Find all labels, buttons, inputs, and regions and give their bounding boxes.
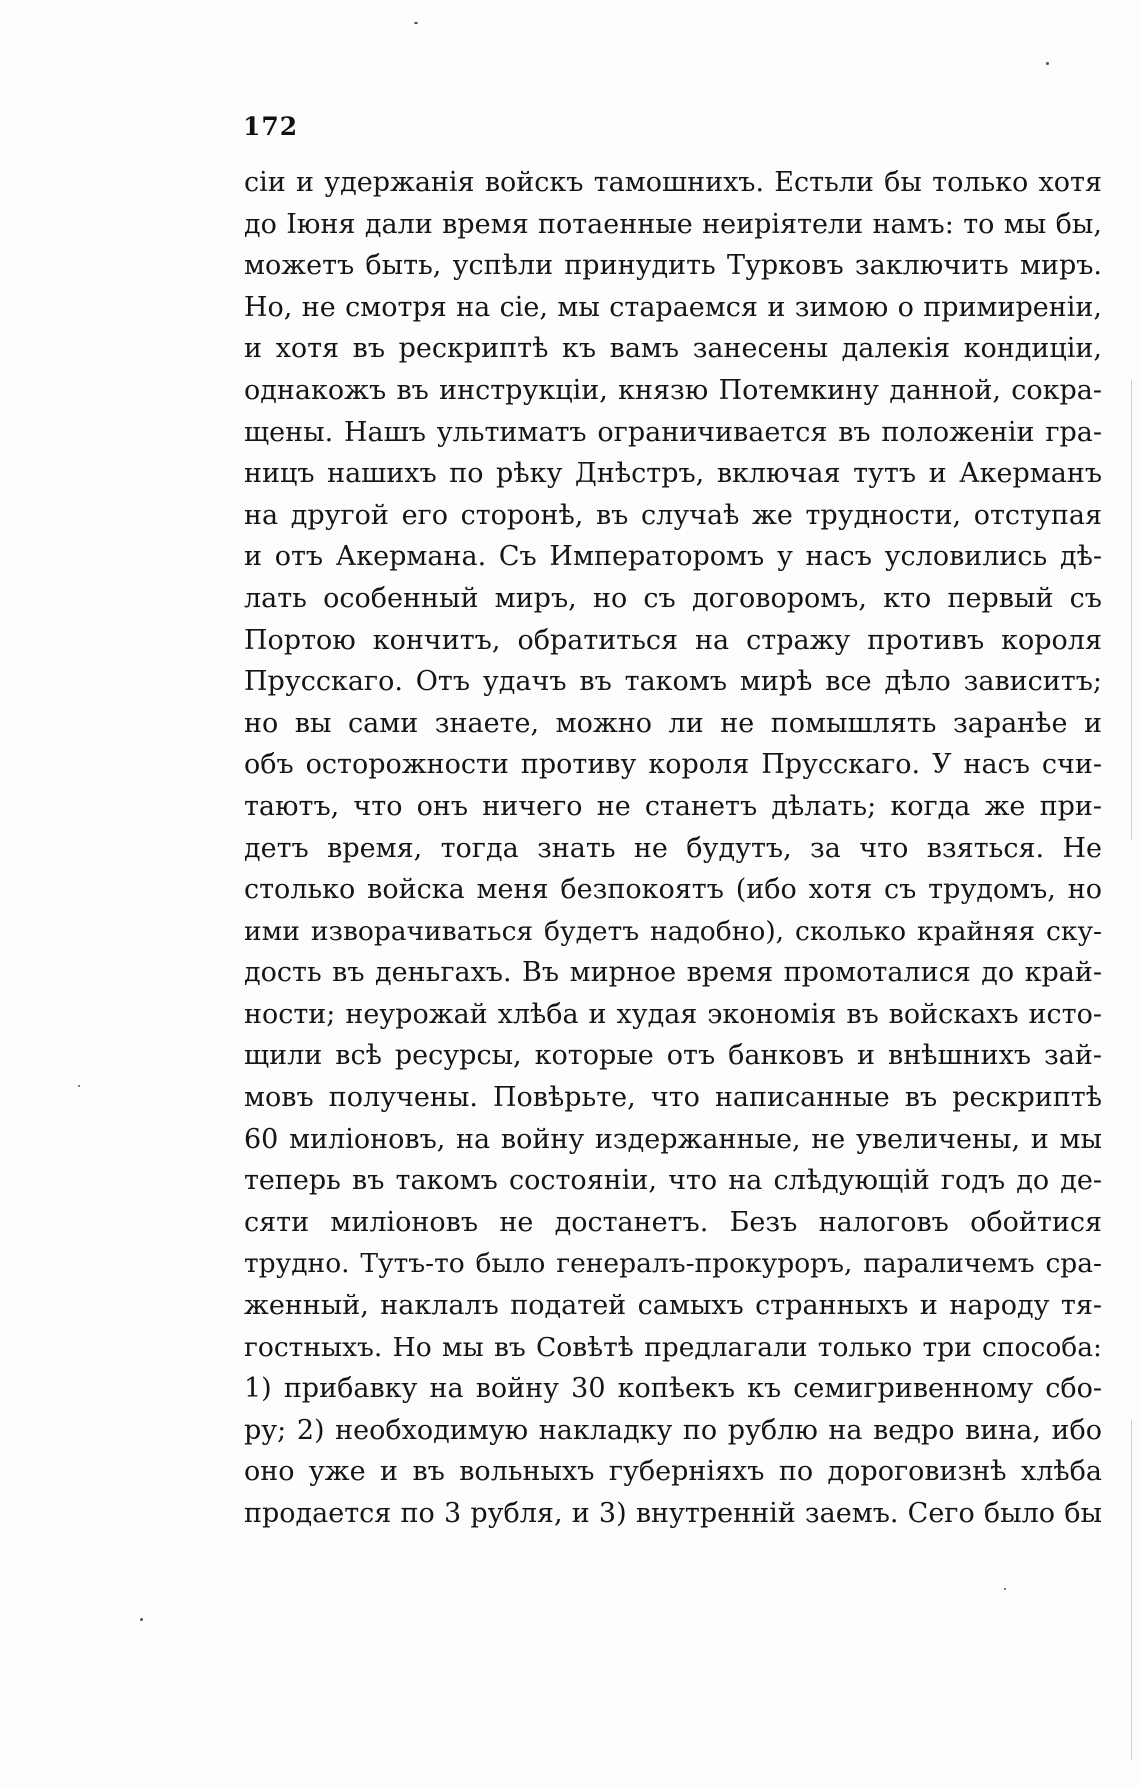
- text-line: 60 миліоновъ, на войну издержанные, не увеличены, и мы: [244, 1123, 1102, 1155]
- text-line: но вы сами знаете, можно ли не помышлять заранѣе и: [244, 707, 1102, 739]
- scan-edge-line: [1131, 380, 1132, 840]
- text-line: ими изворачиваться будетъ надобно), сколько крайняя ску-: [244, 915, 1102, 947]
- text-line: сіи и удержанія войскъ тамошнихъ. Естьли бы только хотя: [244, 167, 1102, 198]
- text-line: и хотя въ рескриптѣ къ вамъ занесены далекія кондиціи,: [244, 333, 1102, 365]
- text-line: объ осторожности противу короля Прусскаго. У насъ счи-: [244, 749, 1102, 781]
- text-line: на другой его сторонѣ, въ случаѣ же трудности, отступая: [244, 499, 1102, 531]
- text-line: ности; неурожай хлѣба и худая экономія въ войскахъ исто-: [244, 998, 1102, 1030]
- text-line: трудно. Тутъ-то было генералъ-прокуроръ, параличемъ сра-: [244, 1248, 1102, 1280]
- text-line: детъ время, тогда знать не будутъ, за что взяться. Не: [244, 832, 1102, 864]
- text-line: ницъ нашихъ по рѣку Днѣстръ, включая тутъ и Акерманъ: [244, 458, 1102, 490]
- text-line: мовъ получены. Повѣрьте, что написанные въ рескриптѣ: [244, 1082, 1102, 1114]
- text-line: лать особенный миръ, но съ договоромъ, кто первый съ: [244, 582, 1102, 614]
- text-line: ру; 2) необходимую накладку по рублю на ведро вина, ибо: [244, 1414, 1102, 1446]
- text-line: до Іюня дали время потаенные неиріятели намъ: то мы бы,: [244, 208, 1102, 240]
- text-line: Но, не смотря на сіе, мы стараемся и зимою о примиреніи,: [244, 291, 1102, 323]
- scan-edge-line: [1131, 1420, 1132, 1760]
- text-line: можетъ быть, успѣли принудить Турковъ заключить миръ.: [244, 250, 1102, 282]
- text-line: продается по 3 рубля, и 3) внутренній заемъ. Сего было бы: [244, 1498, 1102, 1529]
- body-text: [244, 162, 1102, 1535]
- scan-speck: [414, 22, 418, 24]
- page-number: 172: [243, 112, 299, 141]
- text-line: Прусскаго. Отъ удачъ въ такомъ мирѣ все дѣло зависитъ;: [244, 666, 1102, 698]
- text-line: женный, наклалъ податей самыхъ странныхъ и народу тя-: [244, 1290, 1102, 1322]
- text-line: однакожъ въ инструкціи, князю Потемкину данной, сокра-: [244, 374, 1102, 406]
- text-line: Портою кончитъ, обратиться на стражу противъ короля: [244, 624, 1102, 656]
- text-line: сяти миліоновъ не достанетъ. Безъ налоговъ обойтися: [244, 1206, 1102, 1238]
- text-line: 1) прибавку на войну 30 копѣекъ къ семигривенному сбо-: [244, 1373, 1102, 1405]
- text-line: столько войска меня безпокоятъ (ибо хотя съ трудомъ, но: [244, 874, 1102, 906]
- text-line: таютъ, что онъ ничего не станетъ дѣлать; когда же при-: [244, 790, 1102, 822]
- text-line: щены. Нашъ ультиматъ ограничивается въ положеніи гра-: [244, 416, 1102, 448]
- scan-speck: [140, 1618, 143, 1621]
- text-line: теперь въ такомъ состояніи, что на слѣдующій годъ до де-: [244, 1165, 1102, 1197]
- text-line: дость въ деньгахъ. Въ мирное время промоталися до край-: [244, 957, 1102, 989]
- scan-speck: [1004, 1588, 1006, 1590]
- scan-speck: [1046, 62, 1049, 65]
- text-line: оно уже и въ вольныхъ губерніяхъ по дороговизнѣ хлѣба: [244, 1456, 1102, 1488]
- text-line: и отъ Акермана. Съ Императоромъ у насъ условились дѣ-: [244, 541, 1102, 573]
- text-line: гостныхъ. Но мы въ Совѣтѣ предлагали только три способа:: [244, 1331, 1102, 1363]
- scan-speck: [78, 1085, 80, 1087]
- text-line: щили всѣ ресурсы, которые отъ банковъ и внѣшнихъ зай-: [244, 1040, 1102, 1072]
